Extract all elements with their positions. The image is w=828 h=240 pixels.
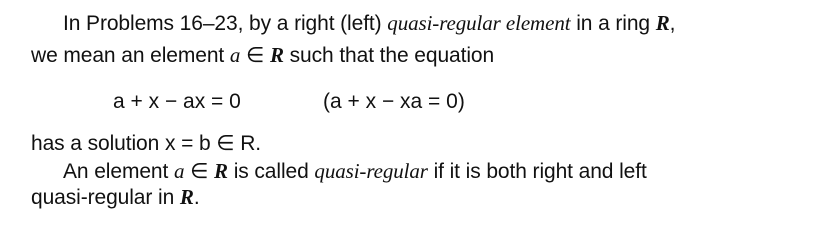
equation-right: [113, 89, 241, 115]
symbol-r: R: [269, 43, 284, 67]
paragraph-3-line-2: [31, 184, 200, 211]
symbol-r: R: [214, 159, 228, 183]
paragraph-1-line-2: [31, 42, 494, 69]
text-run: in a ring: [570, 12, 656, 35]
math-solution: x = b ∈ R: [164, 132, 256, 155]
symbol-element-of: ∈: [240, 44, 270, 67]
text-run: .: [193, 186, 200, 209]
equation-text: (a + x − xa = 0): [323, 90, 465, 113]
text-run: .: [255, 132, 262, 155]
text-run: quasi-regular in: [31, 186, 180, 209]
text-run: In Problems 16–23, by a right (left): [63, 12, 388, 35]
text-run: is called: [227, 160, 315, 183]
equation-left: [323, 89, 465, 115]
paragraph-3-line-1: [63, 158, 647, 185]
text-run: such that the equation: [283, 44, 495, 67]
symbol-a: a: [229, 43, 241, 67]
symbol-r: R: [179, 185, 194, 209]
term-quasi-regular-element: quasi-regular element: [387, 11, 571, 35]
symbol-r: R: [655, 11, 670, 35]
text-run: ,: [669, 12, 676, 35]
paragraph-1-line-1: [63, 10, 675, 37]
equation-text: a + x − ax = 0: [113, 90, 241, 113]
text-run: An element: [63, 160, 174, 183]
symbol-element-of: ∈: [184, 160, 215, 183]
text-run: has a solution: [31, 132, 165, 155]
term-quasi-regular: quasi-regular: [314, 159, 428, 183]
text-run: if it is both right and left: [427, 160, 647, 183]
symbol-a: a: [173, 159, 185, 183]
text-run: we mean an element: [31, 44, 230, 67]
paragraph-2-line: [31, 131, 261, 157]
